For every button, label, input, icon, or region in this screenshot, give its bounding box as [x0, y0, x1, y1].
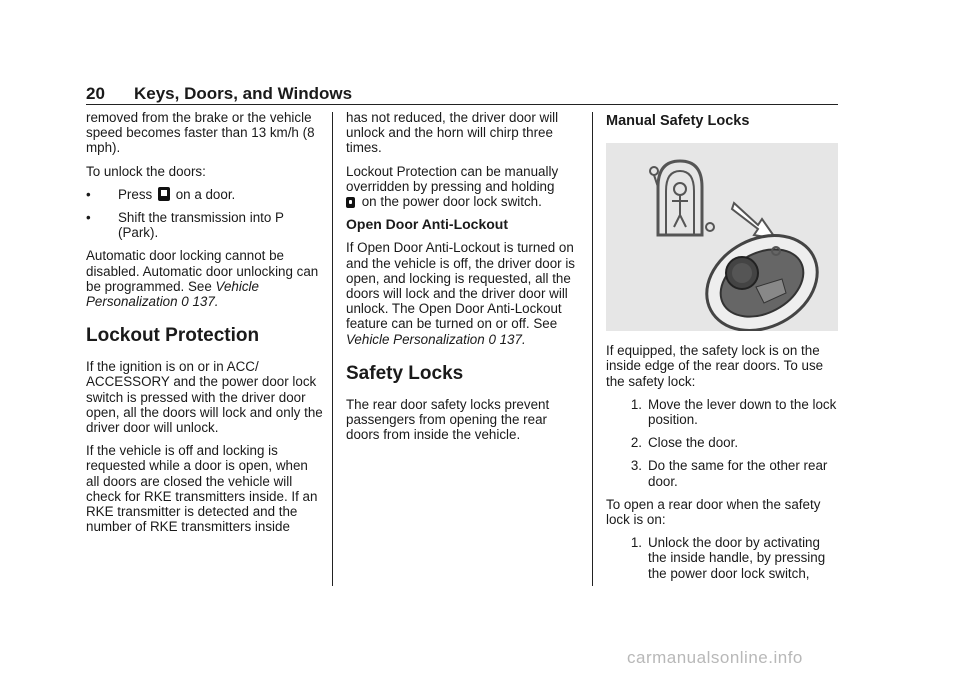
step-number: 3. [630, 458, 642, 474]
page-reference: 0 137. [181, 294, 219, 310]
section-heading: Manual Safety Locks [606, 113, 750, 129]
step-number: 1. [630, 396, 642, 412]
step-text: Close the door. [648, 435, 739, 451]
bullet-dot: • [86, 210, 91, 226]
section-heading: Lockout Protection [86, 325, 260, 347]
paragraph: To open a rear door when the safety lock is on: [606, 496, 821, 528]
step-text: Move the lever down to the lock position. [648, 396, 837, 428]
step-number: 1. [630, 535, 642, 551]
list-item [606, 435, 840, 450]
paragraph: removed from the brake or the vehicle speed becomes faster than 13 km/h (8 mph). [86, 110, 315, 156]
cross-reference-link[interactable]: Vehicle Personalization [86, 278, 259, 310]
paragraph-text: If Open Door Anti-Lockout is turned on and the vehicle is off, the driver door is open, and locking is requested, all the doors will lock and the driver door will unlock. The Open Door Anti-Lockout feature can be turned on or off. See [346, 240, 576, 332]
subheading: Open Door Anti-Lockout [346, 216, 509, 233]
lock-icon [346, 197, 355, 208]
section-title: Keys, Doors, and Windows [134, 84, 353, 103]
paragraph [346, 240, 584, 346]
paragraph: If the ignition is on or in ACC/ ACCESSORY and the power door lock switch is pressed with the driver door open, all the doors will lock and only the driver door will unlock. [86, 359, 323, 436]
paragraph-text: on the power door lock switch. [361, 194, 542, 210]
paragraph: The rear door safety locks prevent passengers from opening the rear doors from inside the vehicle. [346, 396, 550, 443]
column-3 [606, 110, 840, 589]
bullet-item [86, 187, 324, 202]
unlock-key-icon [158, 187, 170, 201]
paragraph-text: Automatic door locking cannot be disabled. Automatic door unlocking can be programmed. See [86, 248, 319, 294]
page-reference: 0 137. [488, 331, 526, 347]
list-item [606, 397, 840, 427]
safety-lock-diagram [606, 143, 838, 331]
column-divider-2 [592, 112, 593, 586]
bullet-text: on a door. [175, 186, 236, 202]
paragraph: If equipped, the safety lock is on the inside edge of the rear doors. To use the safety lock: [606, 343, 824, 389]
bullet-item [86, 210, 324, 240]
watermark: carmanualsonline.info [627, 648, 803, 667]
page-number: 20 [86, 84, 105, 103]
page-header [86, 84, 838, 104]
paragraph [346, 164, 584, 210]
paragraph: If the vehicle is off and locking is requested while a door is open, when all doors are closed the vehicle will check for RKE transmitters inside. If an RKE transmitter is detected and the number of RKE transmitters inside [86, 443, 318, 535]
paragraph: has not reduced, the driver door will unlock and the horn will chirp three times. [346, 110, 559, 156]
step-text: Do the same for the other rear door. [648, 458, 828, 489]
bullet-text: Shift the transmission into P (Park). [118, 210, 284, 241]
header-rule [86, 104, 838, 105]
column-divider-1 [332, 112, 333, 586]
bullet-text: Press [118, 186, 153, 202]
column-1 [86, 110, 324, 542]
list-item [606, 458, 840, 488]
step-number: 2. [630, 435, 642, 451]
bullet-dot: • [86, 186, 91, 202]
cross-reference-link[interactable]: Vehicle Personalization [346, 331, 485, 347]
paragraph-text: Lockout Protection can be manually overridden by pressing and holding [346, 163, 559, 194]
step-text: Unlock the door by activating the inside handle, by pressing the power door lock switch, [648, 535, 826, 581]
section-heading: Safety Locks [346, 362, 464, 384]
column-2 [346, 110, 584, 450]
paragraph [86, 248, 324, 309]
list-item [606, 535, 840, 581]
paragraph: To unlock the doors: [86, 163, 206, 179]
safety-lock-illustration [606, 143, 838, 331]
